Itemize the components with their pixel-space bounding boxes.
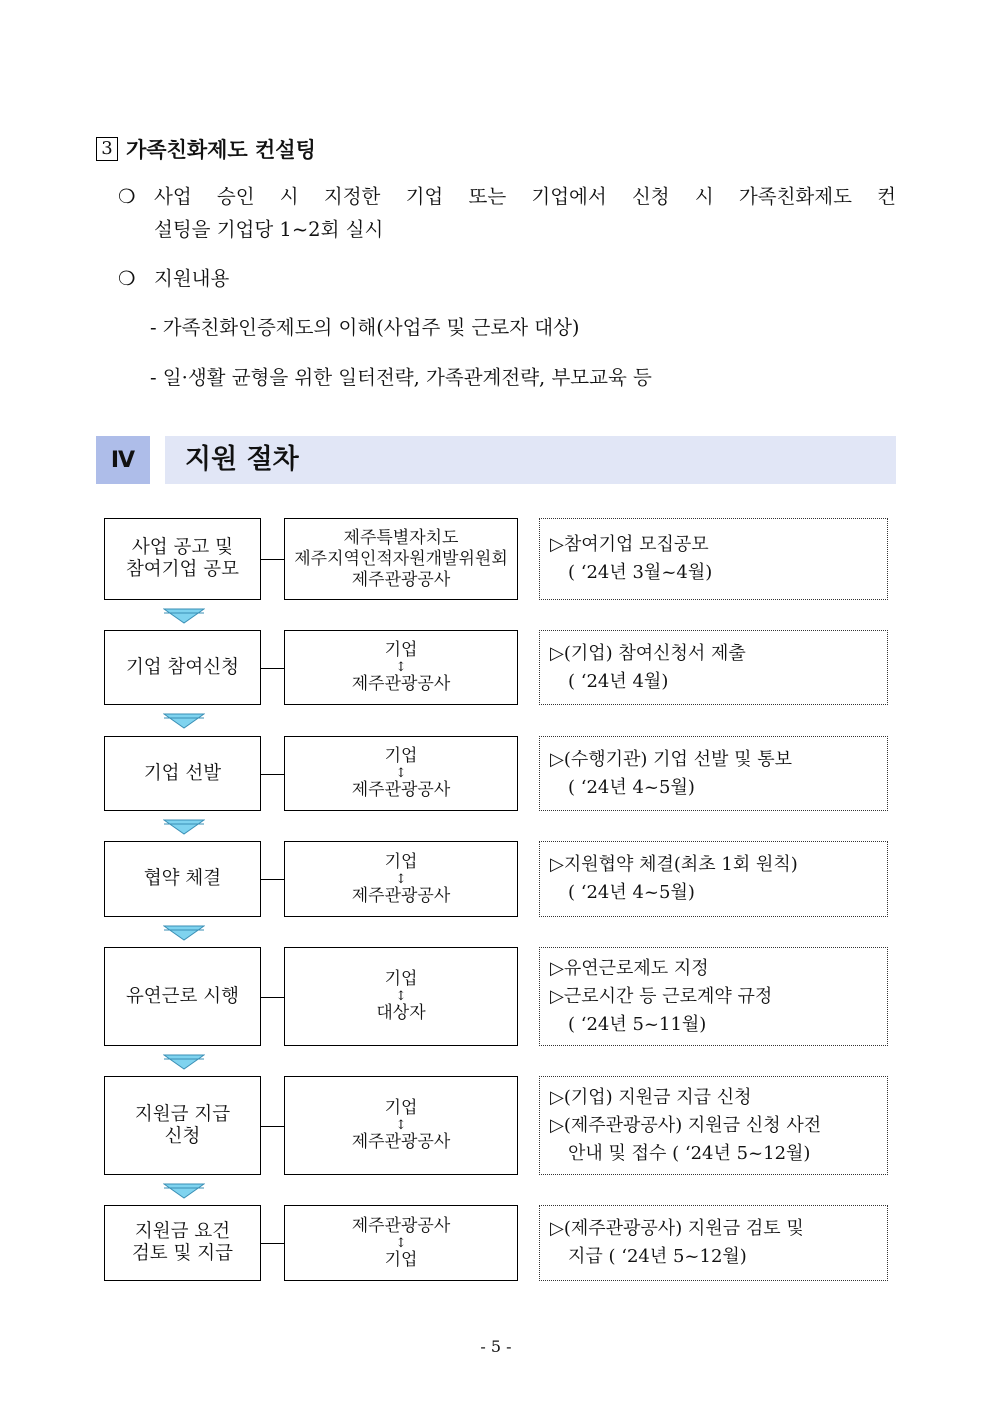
period-text: ( ‘24년 4~5월) — [568, 776, 695, 798]
detail-text: ▷참여기업 모집공모 — [550, 534, 709, 555]
connector-line — [261, 879, 284, 880]
period-text: ( ‘24년 4~5월) — [568, 882, 695, 903]
bullet-text: 사업 승인 시 지정한 기업 또는 기업에서 신청 시 가족친화제도 컨 — [154, 185, 896, 208]
actor-box — [284, 518, 518, 600]
actor-label: 대상자 — [376, 1003, 426, 1023]
actor-label: 기업 — [384, 746, 418, 766]
actor-label: 제주특별자치도 — [343, 527, 459, 548]
flow-step — [104, 1076, 888, 1175]
actor-label: 제주관광공사 — [351, 674, 451, 694]
connector-line — [261, 774, 284, 775]
period-text: 지급 ( ‘24년 5~12월) — [568, 1246, 747, 1267]
actor-label: 기업 — [384, 640, 418, 660]
detail-text: ▷(제주관광공사) 지원금 검토 및 — [550, 1218, 804, 1239]
step-label: 기업 선발 — [143, 762, 222, 784]
period-text: ( ‘24년 5~11월) — [568, 1013, 707, 1035]
actor-box — [284, 1076, 518, 1175]
flow-step — [104, 518, 888, 600]
section-heading — [96, 134, 316, 164]
bullet-item — [118, 180, 898, 246]
flow-step — [104, 736, 888, 811]
detail-text: ▷지원협약 체결(최초 1회 원칙) — [550, 854, 798, 875]
bullet-text: 지원내용 — [154, 267, 230, 290]
actor-label: 제주관광공사 — [351, 1215, 451, 1236]
updown-arrow-icon: ↕ — [395, 989, 407, 1004]
connector-line — [261, 668, 284, 669]
step-label: 협약 체결 — [143, 868, 222, 889]
actor-box — [284, 736, 518, 811]
detail-box — [539, 736, 888, 811]
actor-label: 제주관광공사 — [351, 780, 451, 800]
actor-box — [284, 1205, 518, 1281]
down-arrow-icon — [163, 713, 205, 733]
actor-box — [284, 947, 518, 1046]
detail-text: ▷(기업) 참여신청서 제출 — [550, 642, 746, 664]
circle-bullet-icon: ❍ — [118, 267, 136, 290]
actor-label: 기업 — [384, 1098, 418, 1118]
updown-arrow-icon: ↕ — [395, 1118, 407, 1133]
step-box — [104, 947, 261, 1046]
circle-bullet-icon: ❍ — [118, 185, 136, 208]
step-box — [104, 1205, 261, 1281]
step-box — [104, 841, 261, 917]
step-box — [104, 736, 261, 811]
dash-item: - 가족친화인증제도의 이해(사업주 및 근로자 대상) — [150, 316, 580, 339]
detail-box — [539, 1205, 888, 1281]
period-text: ( ‘24년 3월~4월) — [568, 562, 713, 583]
detail-box — [539, 947, 888, 1046]
step-label: 지원금 요건 — [134, 1221, 231, 1242]
down-arrow-icon — [163, 1183, 205, 1203]
step-label: 지원금 지급 — [134, 1103, 231, 1125]
page-number: - 5 - — [480, 1337, 512, 1356]
detail-text: ▷(기업) 지원금 지급 신청 — [550, 1086, 752, 1108]
connector-line — [261, 997, 284, 998]
period-text: ( ‘24년 4월) — [568, 670, 669, 692]
actor-label: 기업 — [384, 851, 418, 872]
period-text: 안내 및 접수 ( ‘24년 5~12월) — [568, 1142, 811, 1164]
step-box — [104, 518, 261, 600]
detail-text: ▷(제주관광공사) 지원금 신청 사전 — [550, 1114, 822, 1136]
connector-line — [261, 1243, 284, 1244]
flow-step — [104, 630, 888, 705]
step-label: 기업 참여신청 — [125, 656, 240, 678]
detail-box — [539, 841, 888, 917]
chapter-bar — [165, 436, 896, 484]
actor-box — [284, 841, 518, 917]
actor-label: 제주관광공사 — [351, 1132, 451, 1152]
detail-text: ▷근로시간 등 근로계약 규정 — [550, 985, 773, 1007]
step-label: 유연근로 시행 — [125, 985, 240, 1007]
step-label: 신청 — [164, 1125, 201, 1147]
actor-label: 제주관광공사 — [351, 885, 451, 906]
down-arrow-icon — [163, 1054, 205, 1074]
bullet-item — [118, 262, 898, 295]
connector-line — [261, 1126, 284, 1127]
flow-step — [104, 841, 888, 917]
detail-box — [539, 630, 888, 705]
down-arrow-icon — [163, 819, 205, 839]
detail-box — [539, 1076, 888, 1175]
step-box — [104, 630, 261, 705]
section-title: 가족친화제도 컨설팅 — [126, 137, 316, 162]
actor-label: 기업 — [384, 969, 418, 989]
updown-arrow-icon: ↕ — [395, 660, 407, 675]
updown-arrow-icon: ↕ — [395, 871, 407, 887]
dash-item: - 일·생활 균형을 위한 일터전략, 가족관계전략, 부모교육 등 — [150, 366, 652, 389]
down-arrow-icon — [163, 925, 205, 945]
flow-step — [104, 947, 888, 1046]
actor-label: 기업 — [384, 1249, 418, 1270]
step-label: 검토 및 지급 — [131, 1243, 234, 1264]
down-arrow-icon — [163, 608, 205, 628]
flow-step — [104, 1205, 888, 1281]
updown-arrow-icon: ↕ — [395, 1235, 407, 1251]
bullet-text: 설팅을 기업당 1~2회 실시 — [154, 218, 384, 241]
step-label: 참여기업 공모 — [125, 559, 240, 580]
step-label: 사업 공고 및 — [131, 537, 234, 558]
chapter-number: Ⅳ — [96, 436, 150, 484]
detail-text: ▷유연근로제도 지정 — [550, 957, 709, 979]
actor-label: 제주관광공사 — [351, 569, 451, 590]
section-number: 3 — [96, 137, 118, 161]
detail-text: ▷(수행기관) 기업 선발 및 통보 — [550, 748, 793, 770]
detail-box — [539, 518, 888, 600]
chapter-title: 지원 절차 — [185, 444, 299, 475]
actor-label: 제주지역인적자원개발위원회 — [294, 548, 508, 569]
actor-box — [284, 630, 518, 705]
updown-arrow-icon: ↕ — [395, 766, 407, 781]
connector-line — [261, 559, 284, 560]
step-box — [104, 1076, 261, 1175]
